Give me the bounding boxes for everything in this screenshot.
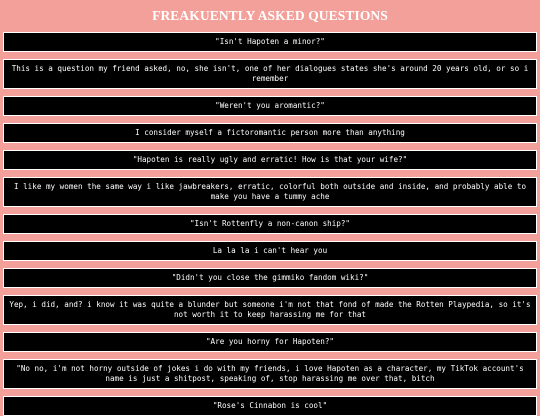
faq-question-text: "Are you horny for Hapoten?" (205, 337, 334, 347)
faq-question (3, 214, 537, 234)
faq-answer (3, 59, 537, 89)
faq-answer-text: "No no, i'm not horny outside of jokes i do with my friends, i love Hapoten as a character, my TikTok account's name is just a shitpost, speaking of, stop harassing me over that, bitch (16, 364, 524, 383)
faq-answer-text: La la la i can't hear you (212, 246, 328, 256)
faq-answer-text: Yep, i did, and? i know it was quite a blunder but someone i'm not that fond of made the Rotten Playpedia, so it's not worth it to keep harassing me for that (9, 300, 531, 319)
faq-question (3, 268, 537, 288)
faq-list (0, 31, 540, 416)
faq-answer-text: I like my women the same way i like jawbreakers, erratic, colorful both outside and inside, and probably able to make you have a tummy ache (13, 182, 527, 201)
faq-question (3, 332, 537, 352)
faq-answer (3, 241, 537, 261)
faq-question-text: "Isn't Hapoten a minor?" (215, 37, 325, 47)
faq-question (3, 96, 537, 116)
faq-question (3, 150, 537, 170)
faq-answer-text: This is a question my friend asked, no, she isn't, one of her dialogues states she's around 20 years old, or so i remember (11, 64, 529, 83)
faq-question-text: "Weren't you aromantic?" (215, 101, 325, 111)
faq-question (3, 396, 537, 416)
faq-question-text: "Isn't Rottenfly a non-canon ship?" (189, 219, 350, 229)
faq-question-text: "Rose's Cinnabon is cool" (212, 401, 328, 411)
faq-answer (3, 123, 537, 143)
faq-answer (3, 295, 537, 325)
faq-question (3, 32, 537, 52)
faq-question-text: "Hapoten is really ugly and erratic! How is that your wife?" (132, 155, 408, 165)
faq-question-text: "Didn't you close the gimmiko fandom wiki?" (171, 273, 369, 283)
faq-answer-text: I consider myself a fictoromantic person more than anything (135, 128, 405, 138)
faq-answer (3, 359, 537, 389)
page-title: FREAKUENTLY ASKED QUESTIONS (152, 8, 388, 23)
faq-answer (3, 177, 537, 207)
